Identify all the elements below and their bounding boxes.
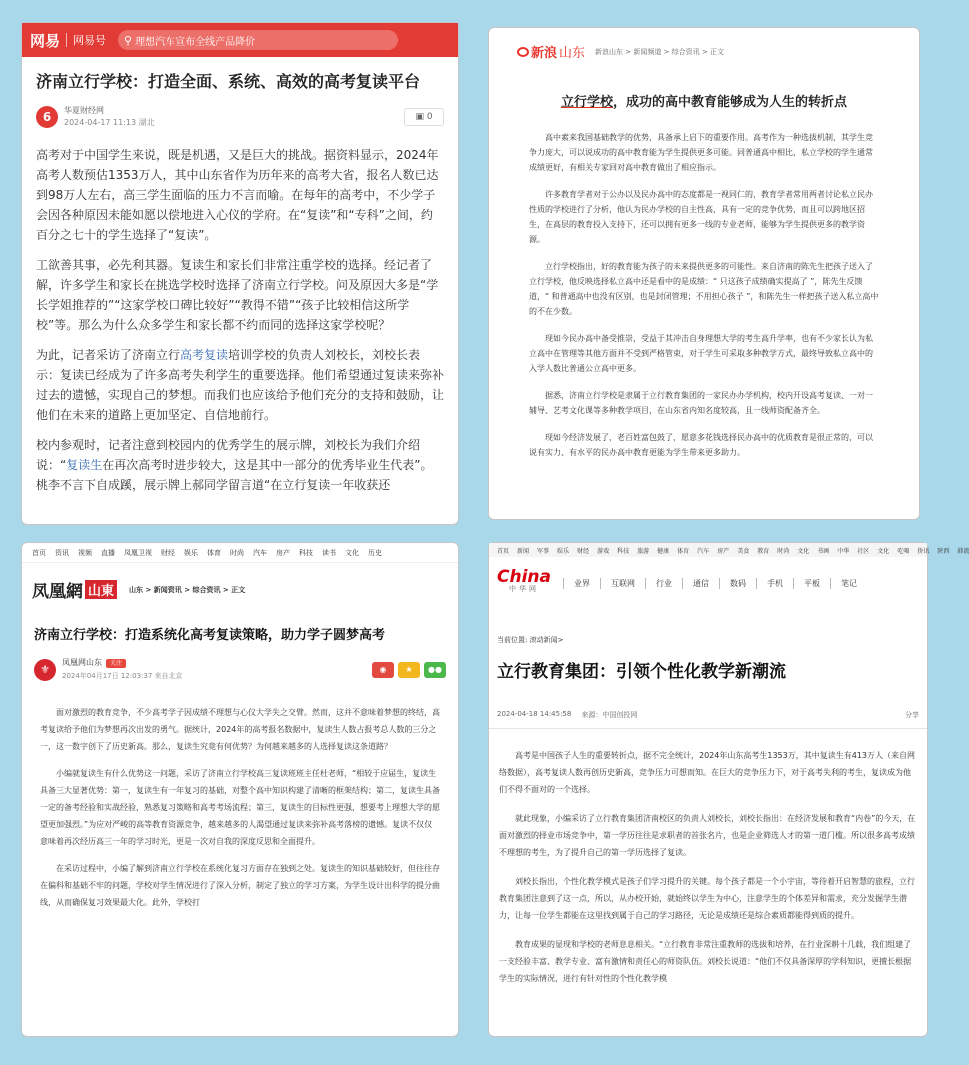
sina-eye-icon bbox=[517, 47, 529, 57]
paragraph: 高考对于中国学生来说，既是机遇，又是巨大的挑战。据资料显示，2024年高考人数预估1353万人，其中山东省作为历年来的高考大省，报名人数已达到98万人左右，高三学生面临的压力不言而喻。在每年的高考中，不少学子会因各种原因未能如愿以偿地进入心仪的学府。在“复读”和“专科”之间，约百分之七十的学生选择了“复读”。 bbox=[36, 148, 439, 242]
article-body bbox=[489, 729, 927, 987]
divider bbox=[66, 33, 67, 47]
share-buttons bbox=[372, 662, 446, 678]
paragraph: 据悉，济南立行学校是隶属于立行教育集团的一家民办办学机构，校内开设高考复读、一对一辅导、艺考文化课等多种教学项目，在山东省内知名度较高，且一线师资配备齐全。 bbox=[529, 391, 873, 415]
follow-button[interactable]: 关注 bbox=[106, 659, 126, 668]
comment-button[interactable] bbox=[404, 108, 444, 126]
author-row bbox=[22, 643, 458, 682]
nav-item[interactable]: 首页 bbox=[32, 548, 46, 557]
nav-item[interactable]: 时尚 bbox=[777, 547, 790, 555]
ifeng-logo[interactable]: 凤凰網 bbox=[32, 582, 83, 602]
sina-article-panel bbox=[488, 27, 920, 520]
author-name[interactable]: 华夏财经网 bbox=[64, 106, 104, 115]
paragraph: 高考是中国孩子人生的重要转折点，据不完全统计，2024年山东高考生1353万，其中复读生有413万人（来自网络数据），高考复读人数再创历史新高，竞争压力可想而知。在巨大的竞争压力下，对于高考失利的考生，复读成为他们不得不面对的一个选择。 bbox=[499, 751, 915, 794]
nav-item[interactable]: 时尚 bbox=[230, 548, 244, 557]
nav-item[interactable]: 陕西 bbox=[937, 547, 950, 555]
nav-item[interactable]: 游戏 bbox=[597, 547, 610, 555]
nav-item[interactable]: 吃喝 bbox=[897, 547, 910, 555]
breadcrumb[interactable]: 山东 > 新闻资讯 > 综合资讯 > 正文 bbox=[129, 585, 246, 594]
comment-icon: ▣ bbox=[415, 112, 427, 122]
paragraph: 为此，记者采访了济南立行高考复读培训学校的负责人刘校长，刘校长表示：复读已经成为了许多高考失利学生的重要选择。他们希望通过复读来弥补过去的遗憾，实现自己的梦想。而我们也应该给予他们充分的支持和鼓励，让他们在未来的道路上更加坚定、自信地前行。 bbox=[36, 348, 445, 422]
nav-item[interactable]: 书画 bbox=[817, 547, 830, 555]
nav-item[interactable]: 韩流 bbox=[957, 547, 969, 555]
nav-item[interactable]: 文化 bbox=[345, 548, 359, 557]
paragraph: 校内参观时，记者注意到校园内的优秀学生的展示牌，刘校长为我们介绍说：“复读生在再次高考时进步较大，这是其中一部分的优秀毕业生代表”。桃李不言下自成蹊，展示牌上郝同学留言道“在立行复读一年收获还 bbox=[36, 438, 433, 492]
publish-date: 2024-04-18 14:45:58 bbox=[497, 710, 572, 718]
chinacom-logo[interactable]: China 中华网 bbox=[497, 567, 551, 593]
paragraph: 面对激烈的教育竞争，不少高考学子因成绩不理想与心仪大学失之交臂。然而，这并不意味着梦想的终结，高考复读给予他们为梦想再次出发的勇气。据统计，2024年的高考报名数据中，复读生人数占报考总人数的三分之一，这一数字创下了历史新高。那么，复读生究竟有何优势？为何越来越多的人选择复读这条道路？ bbox=[40, 708, 440, 751]
paragraph: 高中素来我国基础教学的优势，具备承上启下的重要作用。高考作为一种选拔机制，其学生竞争力庞大，可以说成功的高中教育能为学生提供更多可能。同普通高中相比，私立学校的学生通常成绩更好，有相关专家回对高中教育做出了相应指示。 bbox=[529, 133, 873, 172]
netease-hao-link[interactable]: 网易号 bbox=[73, 34, 107, 47]
author-name[interactable]: 凤凰网山东 bbox=[62, 658, 102, 667]
keyword-link[interactable]: 复读生 bbox=[66, 458, 103, 472]
paragraph: 许多教育学者对于公办以及民办高中的态度都是一视同仁的，教育学者常用两者讨论私立民办性质的学校进行了分析，他认为民办学校的自主性高，具有一定的竞争优势，而且可以跨地区招生，在高层的教育投入支持下，还可以拥有更多一线的专业老师，能够为学生提供更多的教学资源。 bbox=[529, 190, 873, 244]
author-meta bbox=[64, 105, 155, 129]
netease-top-bar bbox=[22, 23, 458, 57]
tab-item[interactable]: 业界 bbox=[563, 578, 600, 589]
nav-item[interactable]: 社区 bbox=[857, 547, 870, 555]
paragraph: 刘校长指出，个性化教学模式是孩子们学习提升的关键。每个孩子都是一个小宇宙，等待着开启智慧的旅程，立行教育集团注意到了这一点，所以，从办校开始，就始终以学生为中心，注意学生的个体差异和需求，充分发掘学生潜力，让每一位学生都能在这里找到属于自己的学习路径，无论是成绩还是综合素质都能得到质的提升。 bbox=[499, 877, 915, 920]
nav-item[interactable]: 科技 bbox=[299, 548, 313, 557]
tab-item[interactable]: 手机 bbox=[756, 578, 793, 589]
keyword-link[interactable]: 高考复读 bbox=[180, 348, 229, 362]
nav-item[interactable]: 文化 bbox=[797, 547, 810, 555]
nav-item[interactable]: 中华 bbox=[837, 547, 850, 555]
comment-count: 0 bbox=[426, 112, 433, 122]
publish-date: 2024年04月17日 12:03:37 来自北京 bbox=[62, 672, 183, 680]
article-title: 济南立行学校：打造系统化高考复读策略，助力学子圆梦高考 bbox=[34, 628, 386, 643]
paragraph: 立行学校指出，好的教育能为孩子的未来提供更多的可能性。来自济南的陈先生把孩子送入了立行学校，他反映选择私立高中还是看中的是成绩：“ 只这孩子成绩确实提高了 ”，陈先生反馈道，“ 和普通高中也没有区别，也是封闭管理；不用担心孩子 ”，和陈先生一样把孩子送入私立高中的不在少数。 bbox=[529, 262, 879, 316]
tab-item[interactable]: 数码 bbox=[719, 578, 756, 589]
paragraph: 现如今经济发展了，老百姓富包鼓了，愿意多花钱选择民办高中的优质教育是很正常的，可以说有实力、有水平的民办高中教育更能为学生带来更多助力。 bbox=[529, 433, 873, 457]
tab-item[interactable]: 通信 bbox=[682, 578, 719, 589]
nav-item[interactable]: 娱乐 bbox=[557, 547, 570, 555]
article-title: 立行学校，成功的高中教育能够成为人生的转折点 bbox=[560, 95, 848, 110]
nav-item[interactable]: 读书 bbox=[322, 548, 336, 557]
tab-item[interactable]: 笔记 bbox=[830, 578, 867, 589]
nav-item[interactable]: 军事 bbox=[537, 547, 550, 555]
netease-article-panel bbox=[21, 22, 459, 525]
ifeng-header bbox=[22, 563, 458, 602]
top-nav bbox=[489, 543, 969, 557]
nav-item[interactable]: 娱乐 bbox=[184, 548, 198, 557]
paragraph: 在采访过程中，小编了解到济南立行学校在系统化复习方面存在独到之处。复读生的知识基础较好，但往往存在偏科和基础不牢的问题，学校对学生情况进行了深入分析，制定了独立的学习方案，为学生设计出科学的提分曲线，从而确保复习效果最大化。此外，学校打 bbox=[40, 864, 440, 907]
nav-item[interactable]: 旅游 bbox=[637, 547, 650, 555]
breadcrumb[interactable]: 当前位置: 滚动新闻> bbox=[497, 636, 564, 644]
share-button[interactable]: 分享 bbox=[905, 711, 919, 719]
nav-item[interactable]: 健康 bbox=[657, 547, 670, 555]
nav-item[interactable]: 直播 bbox=[101, 548, 115, 557]
nav-item[interactable]: 房产 bbox=[276, 548, 290, 557]
nav-item[interactable]: 教育 bbox=[757, 547, 770, 555]
article-title: 立行教育集团：引领个性化教学新潮流 bbox=[497, 662, 786, 682]
sina-header bbox=[489, 28, 919, 61]
region-badge[interactable]: 山東 bbox=[85, 580, 117, 599]
avatar[interactable]: 6 bbox=[36, 106, 58, 128]
article-title: 济南立行学校：打造全面、系统、高效的高考复读平台 bbox=[36, 72, 421, 91]
tab-item[interactable]: 互联网 bbox=[600, 578, 645, 589]
author-meta bbox=[62, 657, 183, 682]
nav-item[interactable]: 首页 bbox=[497, 547, 510, 555]
chinacom-header bbox=[489, 557, 927, 595]
top-nav bbox=[22, 543, 458, 563]
chinacom-article-panel bbox=[488, 542, 969, 1037]
nav-item[interactable]: 体育 bbox=[207, 548, 221, 557]
tab-item[interactable]: 平板 bbox=[793, 578, 830, 589]
paragraph: 小编就复读生有什么优势这一问题，采访了济南立行学校高三复读班班主任杜老师，“相较于应届生，复读生具备三大显著优势：第一，复读生有一年复习的基础，对整个高中知识构建了清晰的框架结构；第二，复读生具备一定的备考经验和实战经验，熟悉复习策略和高考考场流程；第三，复读生的目标性更强，想要考上理想大学的愿望更加强烈。”为应对严峻的高等教育资源竞争，越来越多的人渴望通过复读来弥补高考落榜的遗憾。复读不仅仅意味着再次经历高三一年的学习时光，更是一次对自我的深度反思和全面提升。 bbox=[40, 769, 440, 846]
breadcrumb[interactable]: 新浪山东 > 新闻频道 > 综合资讯 > 正文 bbox=[595, 47, 724, 56]
nav-item[interactable]: 文化 bbox=[877, 547, 890, 555]
nav-item[interactable]: 财经 bbox=[161, 548, 175, 557]
sina-logo[interactable]: 新浪 山东 bbox=[517, 42, 585, 61]
publish-date: 2024-04-17 11:13 湖北 bbox=[64, 118, 155, 127]
nav-item[interactable]: 房产 bbox=[717, 547, 730, 555]
channel-tabs bbox=[563, 578, 867, 589]
nav-item[interactable]: 新闻 bbox=[517, 547, 530, 555]
nav-item[interactable]: 体育 bbox=[677, 547, 690, 555]
weibo-icon[interactable]: ◉ bbox=[372, 662, 394, 678]
nav-item[interactable]: 美食 bbox=[737, 547, 750, 555]
nav-item[interactable]: 科技 bbox=[617, 547, 630, 555]
paragraph: 现如今民办高中备受推崇，受益于其冲击自身理想大学的考生高升学率，也有不少家长认为私立高中在管理等其他方面并不受到严格管束，对于学生可采取多种教学方式，最终导致私立高中的入学人数比普通公立高中更多。 bbox=[529, 334, 873, 373]
nav-item[interactable]: 汽车 bbox=[253, 548, 267, 557]
avatar[interactable]: ⚜ bbox=[34, 659, 56, 681]
paragraph: 工欲善其事，必先利其器。复读生和家长们非常注重学校的选择。经记者了解，许多学生和家长在挑选学校时选择了济南立行学校。问及原因大多是“学长学姐推荐的”“这家学校口碑比较好”“教得不错”“孩子比较相信这所学校”等。那么为什么众多学生和家长都不约而同的选择这家学校呢？ bbox=[36, 258, 439, 332]
netease-logo[interactable]: 网易 bbox=[30, 31, 61, 50]
ifeng-article-panel bbox=[21, 542, 459, 1037]
nav-item[interactable]: 侨讯 bbox=[917, 547, 930, 555]
paragraph: 教育成果的显现和学校的老师息息相关。“立行教育非常注重教师的选拔和培养，在行业深耕十几载，我们组建了一支经验丰富、教学专业、富有激情和责任心的师资队伍。刘校长说道：“他们不仅具备深厚的学科知识，更擅长根据学生的实际情况，进行有针对性的个性化教学模 bbox=[499, 940, 912, 983]
article-body bbox=[22, 682, 458, 911]
paragraph: 就此现象，小编采访了立行教育集团济南校区的负责人刘校长，刘校长指出：在经济发展和教育“内卷”的今天，在面对激烈的择业市场竞争中，第一学历往往是求职者的首张名片，也是企业筛选人才的第一道门槛。所以很多高考成绩不理想的考生，为了提升自己的第一学历选择了复读。 bbox=[499, 814, 916, 857]
article-body bbox=[22, 129, 458, 495]
article-body bbox=[489, 110, 919, 460]
nav-item[interactable]: 资讯 bbox=[55, 548, 69, 557]
article-source: 来源：中国创投网 bbox=[581, 711, 638, 719]
nav-item[interactable]: 财经 bbox=[577, 547, 590, 555]
tab-item[interactable]: 行业 bbox=[645, 578, 682, 589]
nav-item[interactable]: 凤凰卫视 bbox=[124, 548, 152, 557]
wechat-icon[interactable]: ●● bbox=[424, 662, 446, 678]
search-icon: ⚲ bbox=[124, 33, 133, 47]
star-icon[interactable]: ★ bbox=[398, 662, 420, 678]
search-text: 理想汽车宣布全线产品降价 bbox=[135, 36, 256, 48]
article-meta bbox=[489, 682, 927, 720]
author-row bbox=[22, 93, 458, 129]
nav-item[interactable]: 汽车 bbox=[697, 547, 710, 555]
search-input[interactable] bbox=[118, 30, 398, 50]
nav-item[interactable]: 视频 bbox=[78, 548, 92, 557]
nav-item[interactable]: 历史 bbox=[368, 548, 382, 557]
